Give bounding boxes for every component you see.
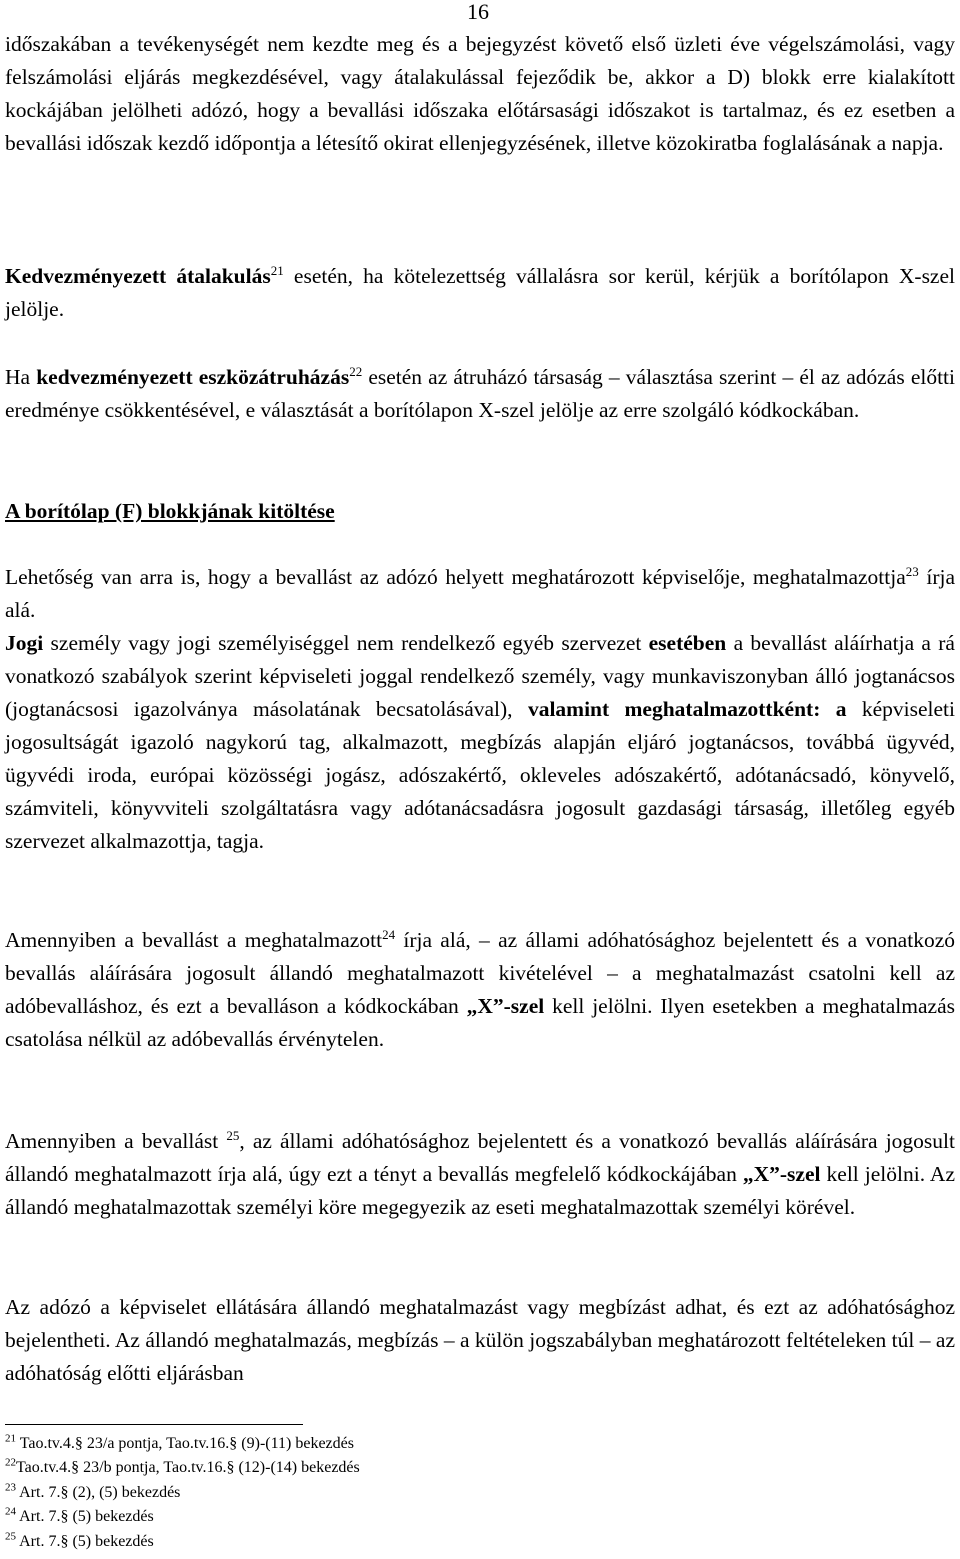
footnote-number: 21 — [5, 1432, 16, 1445]
paragraph-text: írja alá, – az állami adóhatósághoz bejelentett és a vonatkozó bevallás aláírására jogosult állandó meghatalmazott kivételével – a meghatalmazást csatolni kell az adóbevalláshoz, és ezt a bevalláson a kódkockában — [5, 928, 955, 1018]
footnote-number: 23 — [5, 1481, 16, 1494]
paragraph-permanent-authorization: Az adózó a képviselet ellátására állandó meghatalmazást vagy megbízást adhat, és ezt az adóhatósághoz bejelentheti. Az állandó meghatalmazás, megbízás – a külön jogszabályban meghatározott feltételeken túl – az adóhatóság előtti eljárásban — [5, 1295, 955, 1385]
term-beneficial-asset-transfer: kedvezményezett eszközátruházás — [36, 365, 350, 389]
paragraph-text: Amennyiben a bevallást — [5, 1129, 227, 1153]
paragraph-authorized-signature — [5, 924, 955, 1056]
paragraph-text: képviseleti jogosultságát igazoló nagykorú tag, alkalmazott, megbízás alapján eljáró jogtanácsos, továbbá ügyvéd, ügyvédi iroda, európai közösségi jogász, adószakértő, okleveles adószakértő, adótanácsadó, könyvelő, számviteli, könyvviteli szolgáltatásra vagy adótanácsadásra jogosult gazdasági társaság, illetőleg egyéb szervezet alkalmazottja, tagja. — [5, 697, 955, 853]
footnote-ref-21: 21 — [270, 262, 284, 278]
footnote-number: 24 — [5, 1505, 16, 1518]
footnote-23 — [5, 1481, 605, 1505]
footnote-number: 25 — [5, 1530, 16, 1543]
paragraph-text: esetén, ha kötelezettség vállalásra sor kerül, kérjük a borítólapon X-szel jelölje. — [5, 264, 955, 321]
paragraph-representative — [5, 561, 955, 627]
paragraph-text: Ha — [5, 365, 37, 389]
paragraph-text: esetén az átruházó társaság – választása szerint – él az adózás előtti eredménye csökkentésével, e választását a borítólapon X-szel jelölje az erre szolgáló kódkockában. — [5, 365, 956, 422]
term-beneficial-transformation: Kedvezményezett átalakulás — [5, 264, 271, 288]
footnote-ref-22: 22 — [349, 363, 363, 379]
term-x-mark: „X”-szel — [742, 1162, 821, 1186]
paragraph-text: a bevallást aláírhatja a rá vonatkozó szabályok szerint képviseleti joggal rendelkező személy, vagy munkaviszonyban álló jogtanácsos (jogtanácsosi igazolványa másolatának becsatolásával), — [5, 631, 955, 721]
footnote-text: Tao.tv.4.§ 23/b pontja, Tao.tv.16.§ (12)-(14) bekezdés — [16, 1459, 360, 1477]
footnote-25 — [5, 1530, 605, 1554]
term-as-authorized: valamint meghatalmazottként: a — [527, 697, 847, 721]
paragraph-text: kell jelölni. Az állandó meghatalmazottak személyi köre megegyezik az eseti meghatalmazottak személyi körével. — [5, 1162, 955, 1219]
paragraph-text: Amennyiben a bevallást a meghatalmazott — [5, 928, 383, 952]
footnote-ref-24: 24 — [382, 926, 396, 942]
section-heading: A borítólap (F) blokkjának kitöltése — [5, 499, 335, 523]
paragraph-beneficial-transformation — [5, 260, 955, 326]
term-in-case-of: esetében — [648, 631, 727, 655]
footnotes — [5, 1432, 605, 1554]
paragraph-pre-company-period: időszakában a tevékenységét nem kezdte meg és a bejegyzést követő első üzleti éve végelszámolási, vagy felszámolási eljárás megkezdésével, vagy átalakulással fejeződik be, akkor a D) blokk erre kialakított kockájában jelölheti adózó, hogy a bevallási időszaka előtársasági időszakot is tartalmaz, és ez esetben a bevallási időszak kezdő időpontja a létesítő okirat ellenjegyzésének, illetve közokiratba foglalásának a napja. — [5, 32, 955, 155]
paragraph-text: személy vagy jogi személyiséggel nem rendelkező egyéb szervezet — [43, 631, 649, 655]
paragraph-beneficial-asset-transfer — [5, 361, 955, 427]
footnote-text: Art. 7.§ (5) bekezdés — [16, 1532, 154, 1550]
footnote-ref-25: 25 — [226, 1127, 240, 1143]
footnote-text: Art. 7.§ (5) bekezdés — [16, 1508, 154, 1526]
footnote-ref-23: 23 — [905, 563, 919, 579]
footnote-21 — [5, 1432, 605, 1456]
paragraph-permanent-authorized — [5, 1125, 955, 1224]
paragraph-text: kell jelölni. Ilyen esetekben a meghatalmazás csatolása nélkül az adóbevallás érvénytelen. — [5, 994, 955, 1051]
footnote-22 — [5, 1456, 605, 1480]
footnote-separator — [5, 1424, 303, 1425]
term-x-mark: „X”-szel — [466, 994, 545, 1018]
paragraph-legal-entity-signatory — [5, 627, 955, 858]
footnote-number: 22 — [5, 1457, 16, 1470]
paragraph-text: írja alá. — [5, 565, 956, 622]
footnote-24 — [5, 1505, 605, 1529]
page-number: 16 — [467, 0, 489, 24]
term-legal: Jogi — [5, 631, 44, 655]
paragraph-text: Lehetőség van arra is, hogy a bevallást az adózó helyett meghatározott képviselője, meghatalmazottja — [5, 565, 906, 589]
footnote-text: Tao.tv.4.§ 23/a pontja, Tao.tv.16.§ (9)-(11) bekezdés — [16, 1435, 354, 1452]
footnote-text: Art. 7.§ (2), (5) bekezdés — [16, 1483, 181, 1501]
paragraph-text: , az állami adóhatósághoz bejelentett és a vonatkozó bevallás aláírására jogosult állandó meghatalmazott írja alá, úgy ezt a tényt a bevallás megfelelő kódkockájában — [5, 1129, 955, 1186]
